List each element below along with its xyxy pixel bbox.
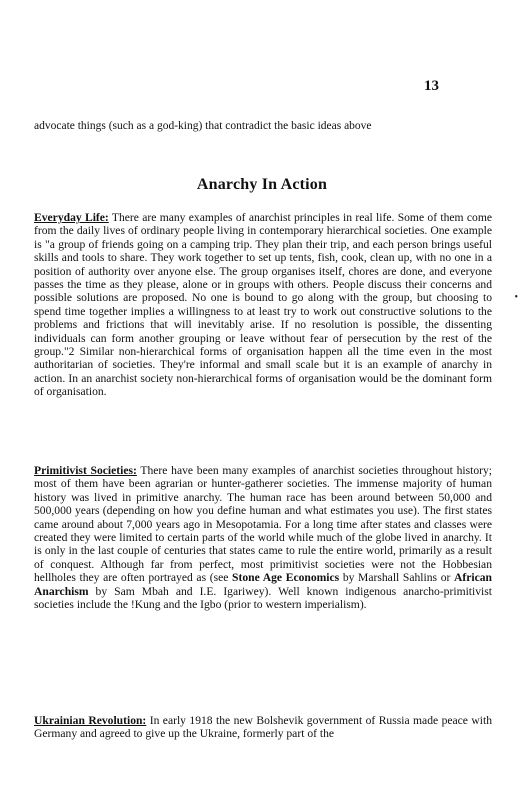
section-title: Anarchy In Action bbox=[196, 176, 328, 193]
reference-stone-age-economics: Stone Age Economics bbox=[232, 571, 340, 585]
everyday-life-paragraph bbox=[34, 211, 492, 399]
primitivist-section bbox=[34, 464, 492, 611]
primitivist-text-3: by Sam Mbah and I.E. Igariwey). Well known indigenous anarcho-primitivist societies include the !Kung and the Igbo (prior to western imperialism). bbox=[34, 584, 492, 612]
intro-line: advocate things (such as a god-king) that contradict the basic ideas above bbox=[34, 120, 372, 132]
page-number: 13 bbox=[424, 78, 439, 94]
primitivist-text-2: by Marshall Sahlins or bbox=[339, 571, 454, 585]
primitivist-text: There have been many examples of anarchist societies throughout history; most of them have been agrarian or hunter-gatherer societies. The immense majority of human history was lived in primitive anarchy. The human race has been around between 50,000 and 500,000 years (depending on how you define human and what estimates you use). The first states came around about 7,000 years ago in Mesopotamia. For a long time after states and classes were created they were limited to certain parts of the world while much of the globe lived in anarchy. It is only in the last couple of centuries that states came to rule the entire world, primarily as a result of conquest. Although far from perfect, most primitivist societies were not the Hobbesian hellholes they are often portrayed as (see bbox=[34, 464, 492, 585]
everyday-life-text: There are many examples of anarchist principles in real life. Some of them come from the daily lives of ordinary people living in contemporary hierarchical societies. One example is "a group of friends going on a camping trip. They plan their trip, and each person brings useful skills and tools to share. They work together to set up tents, fish, cook, clean up, with no one in a position of authority over anyone else. The group organises itself, chores are done, and everyone passes the time as they please, alone or in groups with others. People discuss their concerns and possible solutions are proposed. No one is bound to go along with the group, but choosing to spend time together implies a willingness to at least try to work out constructive solutions to the problems and frictions that will inevitably arise. If no resolution is possible, the dissenting individuals can form another grouping or leave without fear of persecution by the rest of the group."2 Similar non-hierarchical forms of organisation happen all the time even in the most authoritarian of societies. They're informal and small scale but it is an example of anarchy in action. In an anarchist society non-hierarchical forms of organisation would be the dominant form of organisation. bbox=[34, 211, 492, 399]
reference-african-anarchism: African Anarchism bbox=[34, 571, 492, 598]
primitivist-heading: Primitivist Societies: bbox=[34, 464, 137, 477]
primitivist-paragraph bbox=[34, 464, 492, 611]
everyday-life-heading: Everyday Life: bbox=[34, 211, 109, 224]
ukrainian-revolution-heading: Ukrainian Revolution: bbox=[34, 714, 147, 727]
everyday-life-section bbox=[34, 211, 492, 399]
ukrainian-revolution-section bbox=[34, 714, 492, 741]
margin-mark: • bbox=[514, 292, 518, 303]
ukrainian-revolution-text: In early 1918 the new Bolshevik government of Russia made peace with Germany and agreed to give up the Ukraine, formerly part of the bbox=[34, 714, 492, 741]
ukrainian-revolution-paragraph bbox=[34, 714, 492, 741]
